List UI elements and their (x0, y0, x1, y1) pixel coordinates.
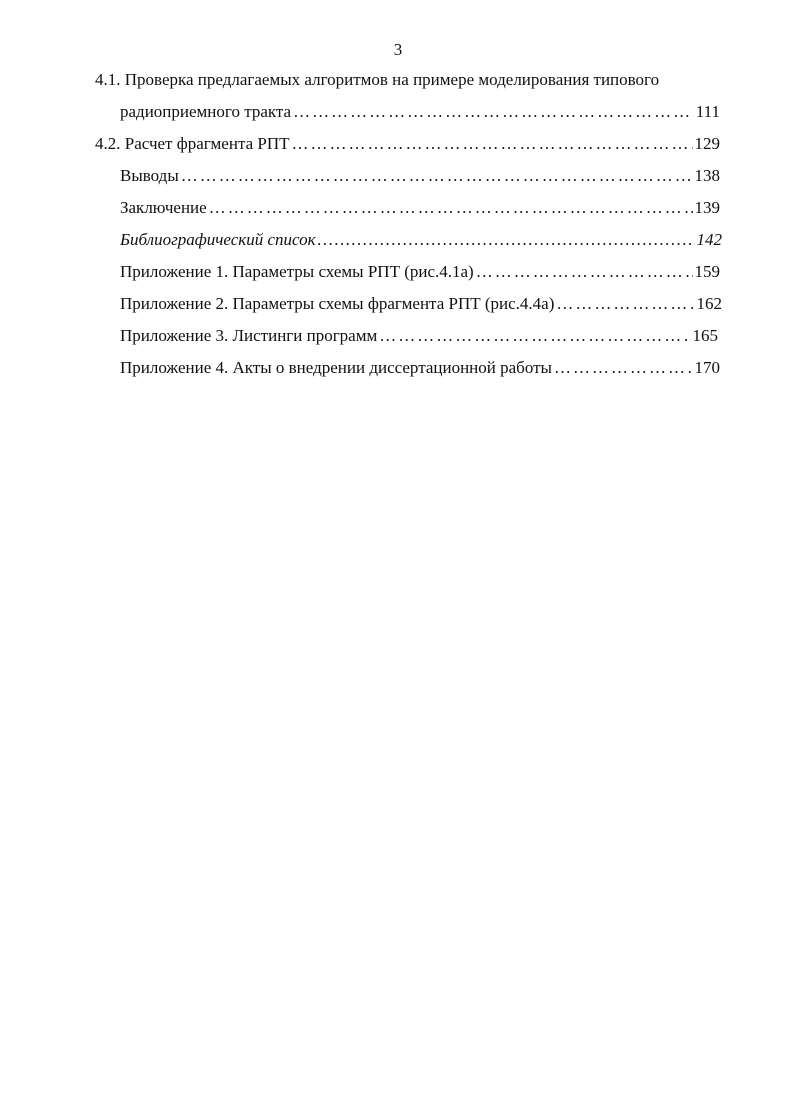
toc-entry-page: 170 (694, 358, 720, 377)
page-number: 3 (393, 40, 403, 59)
toc-entry-page: 138 (694, 166, 720, 185)
toc-entry-title: Выводы (120, 166, 179, 185)
dot-leader (292, 132, 693, 156)
toc-entry-title: Заключение (120, 198, 207, 217)
toc-entry-title: Приложение 4. Акты о внедрении диссертационной работы (120, 358, 552, 377)
toc-entry-final (120, 196, 720, 220)
toc-entry-bibliography (120, 228, 722, 252)
dot-leader (293, 100, 694, 124)
dot-leader (181, 164, 693, 188)
toc-entry-appendix-1 (120, 260, 720, 284)
toc-entry-page: 162 (696, 294, 722, 313)
toc-entry-appendix-4 (120, 356, 720, 380)
toc-entry-page: 159 (694, 262, 720, 281)
toc-entry-page: 129 (694, 134, 720, 153)
toc-entry-4-1-line1: 4.1. Проверка предлагаемых алгоритмов на примере моделирования типового (95, 70, 660, 89)
dot-leader (379, 324, 690, 348)
toc-entry-title: радиоприемного тракта (120, 102, 292, 121)
toc-entry-title: Приложение 2. Параметры схемы фрагмента РПТ (рис.4.4а) (120, 294, 555, 313)
toc-entry-4-1-line2 (120, 100, 720, 124)
dot-leader (556, 292, 694, 316)
toc-entry-title: Приложение 1. Параметры схемы РПТ (рис.4.1а) (120, 262, 474, 281)
toc-entry-appendix-3 (120, 324, 718, 348)
toc-entry-page: 142 (696, 230, 722, 249)
toc-entry-4-2 (95, 132, 720, 156)
toc-entry-page: 165 (692, 326, 718, 345)
toc-entry-page: 139 (694, 198, 720, 217)
dot-leader (209, 196, 693, 220)
toc-entry-title: Приложение 3. Листинги программ (120, 326, 378, 345)
dot-leader (318, 228, 695, 252)
dot-leader (554, 356, 693, 380)
toc-entry-title: 4.2. Расчет фрагмента РПТ (95, 134, 290, 153)
toc-entry-appendix-2 (120, 292, 722, 316)
dot-leader (476, 260, 693, 284)
toc-entry-title: Библиографический список (120, 230, 316, 249)
toc-entry-conclusions (120, 164, 720, 188)
toc-entry-page: 111 (695, 102, 720, 121)
